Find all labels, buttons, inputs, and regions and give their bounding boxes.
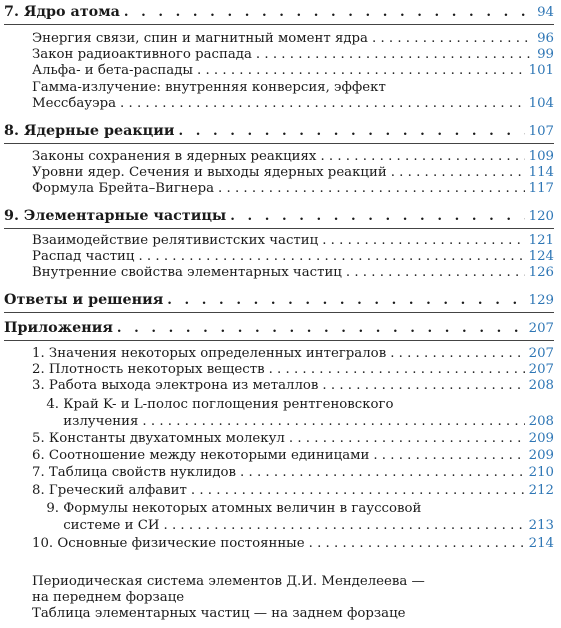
dot-leader <box>230 209 524 225</box>
item-title: Мессбауэра <box>32 96 117 111</box>
toc-section-9[interactable] <box>4 208 554 225</box>
appendix-item-10[interactable] <box>32 536 554 552</box>
item-title: Взаимодействие релятивистских частиц <box>32 233 319 248</box>
appendix-item-4[interactable] <box>59 414 554 430</box>
page-number: 207 <box>528 346 554 361</box>
appendix-item-5[interactable] <box>32 431 554 447</box>
item-title: Законы сохранения в ядерных реакциях <box>32 149 317 164</box>
section-title: 7. Ядро атома <box>4 4 120 20</box>
item-title: Плотность некоторых веществ <box>48 362 265 377</box>
dot-leader <box>322 378 524 394</box>
section-title: 8. Ядерные реакции <box>4 123 175 139</box>
dot-leader <box>167 293 524 309</box>
toc-item[interactable] <box>32 233 554 249</box>
dot-leader <box>289 431 525 447</box>
item-title: Работа выхода электрона из металлов <box>48 378 319 393</box>
page-number: 101 <box>528 63 554 78</box>
page-number: 208 <box>528 414 554 429</box>
page-number: 104 <box>528 96 554 111</box>
item-title: Основные физические постоянные <box>57 536 305 551</box>
toc-section-8[interactable] <box>4 123 554 140</box>
dot-leader <box>164 518 525 534</box>
toc-item[interactable] <box>32 265 554 281</box>
dot-leader <box>269 362 525 378</box>
item-number: 9. <box>46 501 59 516</box>
dot-leader <box>240 465 525 481</box>
page-number: 209 <box>528 431 554 446</box>
appendix-item-9[interactable] <box>59 518 554 534</box>
dot-leader <box>191 483 525 499</box>
toc-item[interactable] <box>32 181 554 197</box>
section-rule <box>4 228 554 229</box>
section-rule <box>4 24 554 25</box>
page-number: 209 <box>528 448 554 463</box>
toc-item[interactable] <box>32 96 554 112</box>
page-number: 208 <box>528 378 554 393</box>
section-rule <box>4 143 554 144</box>
toc-item[interactable] <box>32 165 554 181</box>
dot-leader <box>117 321 525 337</box>
item-number: 10. <box>32 536 54 551</box>
page-number: 99 <box>537 47 554 62</box>
section-rule <box>4 340 554 341</box>
appendix-item-2[interactable] <box>32 362 554 378</box>
toc-section-7[interactable] <box>4 4 554 21</box>
dot-leader <box>142 414 524 430</box>
dot-leader <box>178 124 524 140</box>
appendix-item-3[interactable] <box>32 378 554 394</box>
item-number: 1. <box>32 346 45 361</box>
item-title: Уровни ядер. Сечения и выходы ядерных реакций <box>32 165 387 180</box>
appendix-item-6[interactable] <box>32 448 554 464</box>
toc-item-line1[interactable] <box>32 80 554 96</box>
page-number: 124 <box>528 249 554 264</box>
page-number: 107 <box>528 124 554 139</box>
item-title: излучения <box>63 414 139 429</box>
page-number: 117 <box>528 181 554 196</box>
item-number: 6. <box>32 448 45 463</box>
section-title: 9. Элементарные частицы <box>4 208 227 224</box>
dot-leader <box>372 31 533 47</box>
section-title: Ответы и решения <box>4 292 164 308</box>
item-number: 8. <box>32 483 45 498</box>
item-title: Гамма-излучение: внутренняя конверсия, эффект <box>32 80 386 95</box>
item-number: 2. <box>32 362 45 377</box>
item-title: Край K- и L-полос поглощения рентгеновского <box>63 397 394 412</box>
item-title: системе и СИ <box>63 518 160 533</box>
page-number: 126 <box>528 265 554 280</box>
page-number: 96 <box>537 31 554 46</box>
toc-item[interactable] <box>32 47 554 63</box>
item-title: Таблица свойств нуклидов <box>48 465 237 480</box>
dot-leader <box>320 149 524 165</box>
item-title: Энергия связи, спин и магнитный момент ядра <box>32 31 368 46</box>
toc-answers[interactable] <box>4 292 554 309</box>
page-number: 213 <box>528 518 554 533</box>
note-line: Таблица элементарных частиц — на заднем форзаце <box>32 606 406 621</box>
dot-leader <box>390 346 524 362</box>
toc-item[interactable] <box>32 63 554 79</box>
appendix-item-9-line1[interactable] <box>32 501 554 517</box>
dot-leader <box>391 165 525 181</box>
dot-leader <box>197 63 525 79</box>
dot-leader <box>218 181 525 197</box>
dot-leader <box>373 448 524 464</box>
item-title: Константы двухатомных молекул <box>48 431 285 446</box>
dot-leader <box>346 265 525 281</box>
page-number: 207 <box>528 362 554 377</box>
item-title: Распад частиц <box>32 249 135 264</box>
dot-leader <box>124 5 533 21</box>
dot-leader <box>120 96 525 112</box>
appendix-item-8[interactable] <box>32 483 554 499</box>
section-title: Приложения <box>4 320 113 336</box>
dot-leader <box>138 249 524 265</box>
page-number: 109 <box>528 149 554 164</box>
item-number: 4. <box>46 397 59 412</box>
page-number: 114 <box>528 165 554 180</box>
item-number: 7. <box>32 465 45 480</box>
page-number: 120 <box>528 209 554 224</box>
note-line: на переднем форзаце <box>32 590 185 605</box>
toc-item[interactable] <box>32 249 554 265</box>
appendix-item-1[interactable] <box>32 346 554 362</box>
item-title: Закон радиоактивного распада <box>32 47 252 62</box>
item-title: Формулы некоторых атомных величин в гауссовой <box>63 501 422 516</box>
page-number: 121 <box>528 233 554 248</box>
item-title: Значения некоторых определенных интегралов <box>48 346 387 361</box>
dot-leader <box>309 536 525 552</box>
item-title: Внутренние свойства элементарных частиц <box>32 265 342 280</box>
item-number: 5. <box>32 431 45 446</box>
item-title: Альфа- и бета-распады <box>32 63 193 78</box>
item-number: 3. <box>32 378 45 393</box>
item-title: Соотношение между некоторыми единицами <box>48 448 370 463</box>
page-number: 212 <box>528 483 554 498</box>
appendix-item-7[interactable] <box>32 465 554 481</box>
dot-leader <box>256 47 533 63</box>
page-number: 94 <box>537 5 554 20</box>
item-title: Формула Брейта–Вигнера <box>32 181 215 196</box>
appendix-item-4-line1[interactable] <box>32 397 554 413</box>
toc-item[interactable] <box>32 149 554 165</box>
page-number: 207 <box>528 321 554 336</box>
page-number: 129 <box>528 293 554 308</box>
page-number: 210 <box>528 465 554 480</box>
item-title: Греческий алфавит <box>48 483 187 498</box>
toc-appendix[interactable] <box>4 320 554 337</box>
toc-item[interactable] <box>32 31 554 47</box>
page-number: 214 <box>528 536 554 551</box>
section-rule <box>4 312 554 313</box>
dot-leader <box>322 233 524 249</box>
note-line: Периодическая система элементов Д.И. Менделеева — <box>32 574 425 589</box>
